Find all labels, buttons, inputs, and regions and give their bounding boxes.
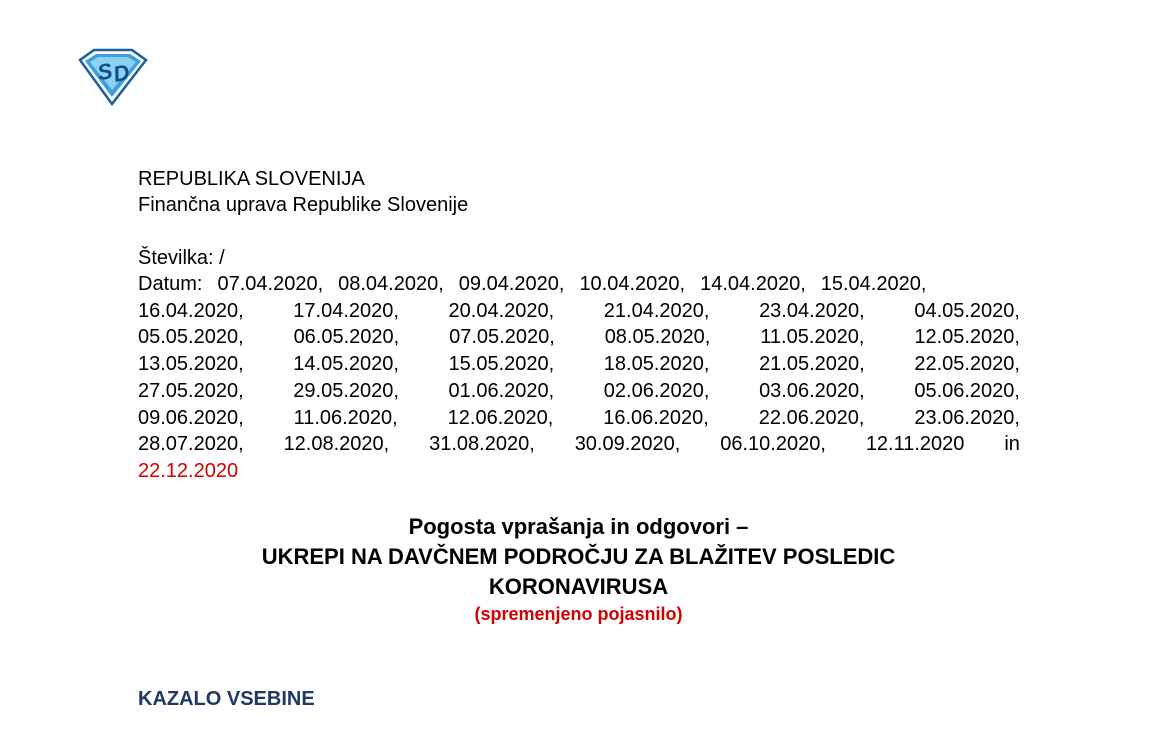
date-item: 09.04.2020,	[458, 273, 565, 295]
date-item: 13.05.2020,	[138, 353, 244, 376]
date-item: 31.08.2020,	[429, 433, 535, 456]
date-item: 14.05.2020,	[293, 353, 399, 376]
date-item: 22.05.2020,	[914, 353, 1020, 376]
date-item: 04.05.2020,	[914, 299, 1020, 322]
date-conjunction: in	[1004, 433, 1020, 456]
date-item: 29.05.2020,	[293, 379, 399, 402]
date-prefix: Datum:	[138, 273, 203, 295]
date-latest: 22.12.2020	[138, 459, 239, 482]
date-item: 21.05.2020,	[759, 353, 865, 376]
date-item: 11.05.2020,	[760, 326, 865, 349]
date-item: 08.04.2020,	[338, 273, 444, 295]
date-item: 05.06.2020,	[914, 379, 1020, 402]
date-item: 18.05.2020,	[603, 353, 710, 376]
date-item: 06.05.2020,	[293, 326, 400, 349]
date-item: 17.04.2020,	[293, 299, 399, 322]
title-line-1: Pogosta vprašanja in odgovori –	[408, 514, 749, 539]
date-item: 14.04.2020,	[700, 273, 806, 295]
date-item: 12.06.2020,	[447, 406, 554, 429]
date-item: 03.06.2020,	[759, 379, 865, 402]
date-item: 05.05.2020,	[138, 326, 244, 349]
date-item: 07.04.2020,	[217, 273, 324, 295]
date-line-4	[138, 351, 1020, 378]
date-item: 02.06.2020,	[603, 379, 710, 402]
date-line-5	[138, 378, 1020, 405]
date-item: 28.07.2020,	[138, 433, 244, 456]
svg-text:S: S	[95, 57, 115, 86]
issuer-country: REPUBLIKA SLOVENIJA	[138, 168, 365, 190]
date-line-6	[138, 405, 1020, 432]
date-item: 22.06.2020,	[758, 406, 865, 429]
date-item: 16.06.2020,	[603, 406, 709, 429]
date-item: 20.04.2020,	[448, 299, 555, 322]
date-item: 06.10.2020,	[720, 433, 826, 456]
document-dates	[138, 271, 1020, 485]
date-item: 10.04.2020,	[579, 273, 686, 295]
toc-heading: KAZALO VSEBINE	[138, 688, 315, 710]
date-item: 23.06.2020,	[914, 406, 1020, 429]
document-title	[0, 512, 1157, 626]
date-line-1	[138, 271, 1020, 298]
date-item: 21.04.2020,	[603, 299, 710, 322]
logo-icon	[76, 46, 148, 106]
date-line-7	[138, 431, 1020, 458]
date-item: 27.05.2020,	[138, 379, 244, 402]
issuer-block	[138, 166, 468, 218]
date-item: 12.05.2020,	[914, 326, 1020, 349]
date-item: 16.04.2020,	[138, 299, 244, 322]
issuer-agency: Finančna uprava Republike Slovenije	[138, 194, 469, 216]
title-line-3: KORONAVIRUSA	[488, 574, 669, 599]
date-item: 15.05.2020,	[448, 353, 555, 376]
title-line-2: UKREPI NA DAVČNEM PODROČJU ZA BLAŽITEV POSLEDIC	[261, 544, 896, 569]
svg-text:D: D	[111, 59, 132, 88]
date-line-3	[138, 324, 1020, 351]
date-item: 11.06.2020,	[293, 406, 398, 429]
date-item: 01.06.2020,	[448, 379, 555, 402]
document-number: Številka: /	[138, 247, 225, 269]
sd-shield-logo	[76, 46, 148, 106]
date-item: 08.05.2020,	[604, 326, 711, 349]
date-item: 30.09.2020,	[574, 433, 681, 456]
date-item: 12.08.2020,	[283, 433, 390, 456]
date-item: 09.06.2020,	[138, 406, 244, 429]
date-item: 23.04.2020,	[759, 299, 865, 322]
document-subtitle: (spremenjeno pojasnilo)	[474, 604, 683, 624]
date-item: 15.04.2020,	[820, 273, 927, 295]
date-line-2	[138, 298, 1020, 325]
date-item: 07.05.2020,	[449, 326, 555, 349]
date-item: 12.11.2020	[865, 433, 965, 456]
